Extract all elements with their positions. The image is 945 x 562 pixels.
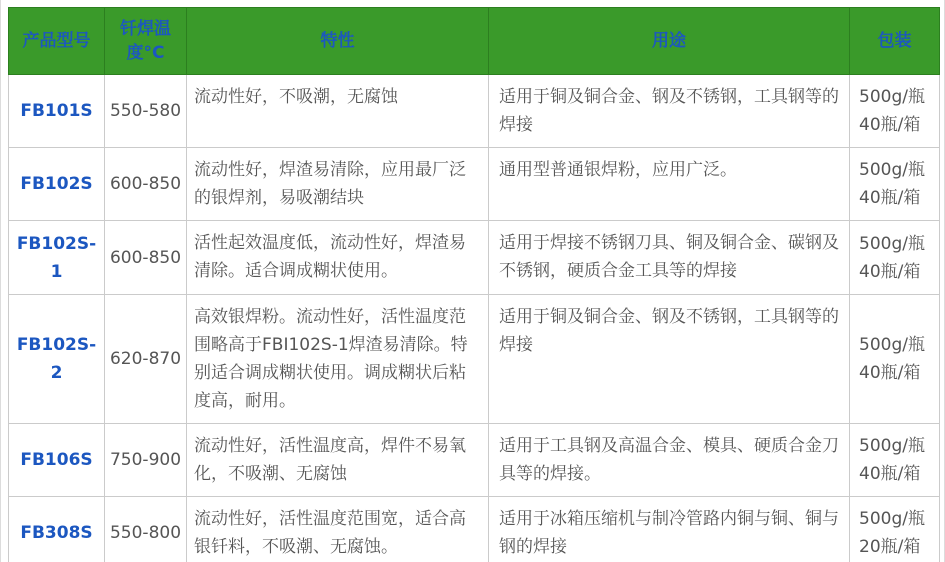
- cell-model: FB102S: [9, 148, 105, 221]
- cell-temperature: 600-850: [105, 148, 187, 221]
- table-row: [9, 148, 940, 221]
- cell-packaging: [850, 424, 940, 497]
- cell-temperature: 750-900: [105, 424, 187, 497]
- cell-model: FB102S-2: [9, 295, 105, 424]
- cell-temperature: 620-870: [105, 295, 187, 424]
- cell-features: 活性起效温度低，流动性好，焊渣易清除。适合调成糊状使用。: [187, 221, 489, 295]
- packaging-line-2: 40瓶/箱: [859, 261, 921, 282]
- packaging-line-2: 40瓶/箱: [859, 188, 921, 208]
- cell-features: 流动性好，活性温度范围宽，适合高银钎料，不吸潮、无腐蚀。: [187, 497, 489, 562]
- table-row: [9, 424, 940, 497]
- packaging-line-1: 500g/瓶: [859, 160, 925, 180]
- cell-packaging: [850, 148, 940, 221]
- packaging-line-1: 500g/瓶: [859, 335, 925, 355]
- cell-temperature: 550-800: [105, 497, 187, 562]
- cell-model: FB106S: [9, 424, 105, 497]
- packaging-line-1: 500g/瓶: [859, 87, 925, 107]
- cell-usage: 适用于铜及铜合金、钢及不锈钢，工具钢等的焊接: [489, 75, 850, 148]
- header-row: [9, 8, 940, 75]
- column-header-packaging: 包装: [850, 8, 940, 75]
- cell-features: 流动性好，活性温度高，焊件不易氧化，不吸潮、无腐蚀: [187, 424, 489, 497]
- packaging-line-1: 500g/瓶: [859, 233, 925, 254]
- packaging-line-2: 40瓶/箱: [859, 363, 921, 383]
- packaging-line-2: 20瓶/箱: [859, 537, 921, 557]
- cell-packaging: [850, 221, 940, 295]
- cell-features: 高效银焊粉。流动性好，活性温度范围略高于FBI102S-1焊渣易清除。特别适合调成糊状使用。调成糊状后粘度高，耐用。: [187, 295, 489, 424]
- cell-temperature: 550-580: [105, 75, 187, 148]
- cell-packaging: [850, 497, 940, 562]
- table-row: [9, 497, 940, 562]
- table-row: [9, 75, 940, 148]
- column-header-temperature: 钎焊温度°C: [105, 8, 187, 75]
- table-row: [9, 221, 940, 295]
- cell-model: FB102S-1: [9, 221, 105, 295]
- product-table: [8, 7, 940, 562]
- packaging-line-2: 40瓶/箱: [859, 464, 921, 484]
- cell-model: FB308S: [9, 497, 105, 562]
- cell-packaging: [850, 295, 940, 424]
- cell-temperature: 600-850: [105, 221, 187, 295]
- cell-usage: 适用于冰箱压缩机与制冷管路内铜与铜、铜与钢的焊接: [489, 497, 850, 562]
- cell-features: 流动性好，不吸潮，无腐蚀: [187, 75, 489, 148]
- cell-usage: 适用于焊接不锈钢刀具、铜及铜合金、碳钢及不锈钢，硬质合金工具等的焊接: [489, 221, 850, 295]
- cell-features: 流动性好，焊渣易清除，应用最厂泛的银焊剂，易吸潮结块: [187, 148, 489, 221]
- column-header-usage: 用途: [489, 8, 850, 75]
- cell-usage: 适用于工具钢及高温合金、模具、硬质合金刀具等的焊接。: [489, 424, 850, 497]
- cell-model: FB101S: [9, 75, 105, 148]
- packaging-line-2: 40瓶/箱: [859, 115, 921, 135]
- table-row: [9, 295, 940, 424]
- cell-packaging: [850, 75, 940, 148]
- column-header-features: 特性: [187, 8, 489, 75]
- column-header-model: 产品型号: [9, 8, 105, 75]
- cell-usage: 通用型普通银焊粉，应用广泛。: [489, 148, 850, 221]
- cell-usage: 适用于铜及铜合金、钢及不锈钢，工具钢等的焊接: [489, 295, 850, 424]
- packaging-line-1: 500g/瓶: [859, 436, 925, 456]
- packaging-line-1: 500g/瓶: [859, 509, 925, 529]
